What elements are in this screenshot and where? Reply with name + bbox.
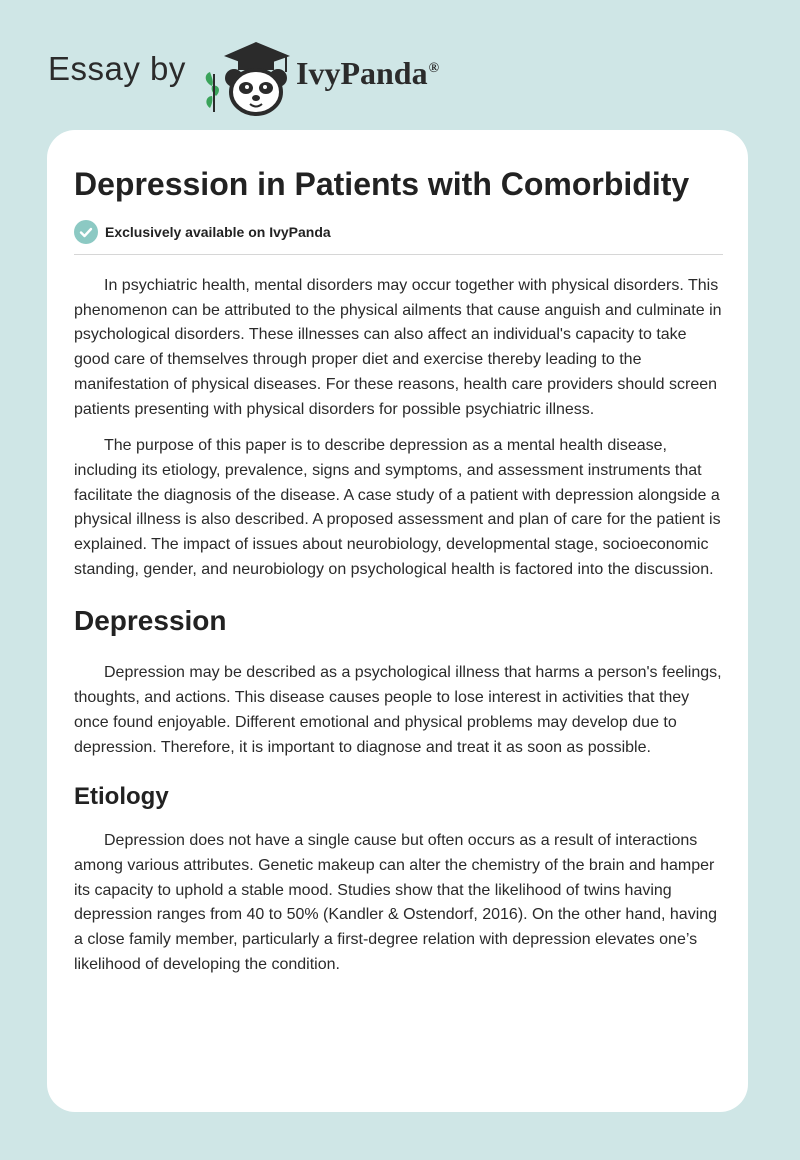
exclusive-label: Exclusively available on IvyPanda xyxy=(105,224,331,240)
divider xyxy=(74,254,723,255)
intro-paragraph: In psychiatric health, mental disorders may occur together with physical disorders. This phenomenon can be attributed to the physical ailments that cause anguish and culminate in psychological disorders. These illnesses can also affect an individual's capacity to take good care of themselves through proper diet and exercise thereby leading to the manifestation of physical diseases. For these reasons, health care providers should screen patients presenting with physical disorders for possible psychiatric illness. xyxy=(74,277,722,418)
purpose-paragraph: The purpose of this paper is to describe depression as a mental health disease, including its etiology, prevalence, signs and symptoms, and assessment instruments that facilitate the diagnosis of the disease. A case study of a patient with depression alongside a physical illness is also described. A proposed assessment and plan of care for the patient is explained. The impact of issues about neurobiology, developmental stage, socioeconomic standing, gender, and neurobiology on psychological health is factored into the discussion. xyxy=(74,437,721,578)
etiology-paragraph: Depression does not have a single cause but often occurs as a result of interactions among various attributes. Genetic makeup can alter the chemistry of the brain and hamper its capacity to uphold a stable mood. Studies show that the likelihood of twins having depression ranges from 40 to 50% (Kandler & Ostendorf, 2016). On the other hand, having a close family member, particularly a first-degree relation with depression elevates one’s likelihood of developing the condition. xyxy=(74,832,718,973)
section-heading-etiology: Etiology xyxy=(74,783,169,811)
registered-mark: ® xyxy=(428,61,440,77)
essay-card xyxy=(47,130,748,1112)
panda-graduation-cap-icon[interactable] xyxy=(198,34,294,118)
section-heading-depression: Depression xyxy=(74,605,227,637)
check-circle-icon xyxy=(74,220,98,244)
essay-content xyxy=(74,164,723,977)
site-header xyxy=(48,28,548,118)
ivy-leaf-icon xyxy=(206,72,219,112)
brand-logo-text[interactable]: IvyPanda® xyxy=(296,55,440,91)
exclusive-badge xyxy=(74,219,723,245)
depression-paragraph: Depression may be described as a psychological illness that harms a person's feelings, thoughts, and actions. This disease causes people to lose interest in activities that they once found enjoyable. Different emotional and physical problems may develop due to depression. Therefore, it is important to diagnose and treat it as soon as possible. xyxy=(74,664,722,756)
page-title: Depression in Patients with Comorbidity xyxy=(74,166,690,202)
essay-by-label: Essay by xyxy=(48,50,186,87)
